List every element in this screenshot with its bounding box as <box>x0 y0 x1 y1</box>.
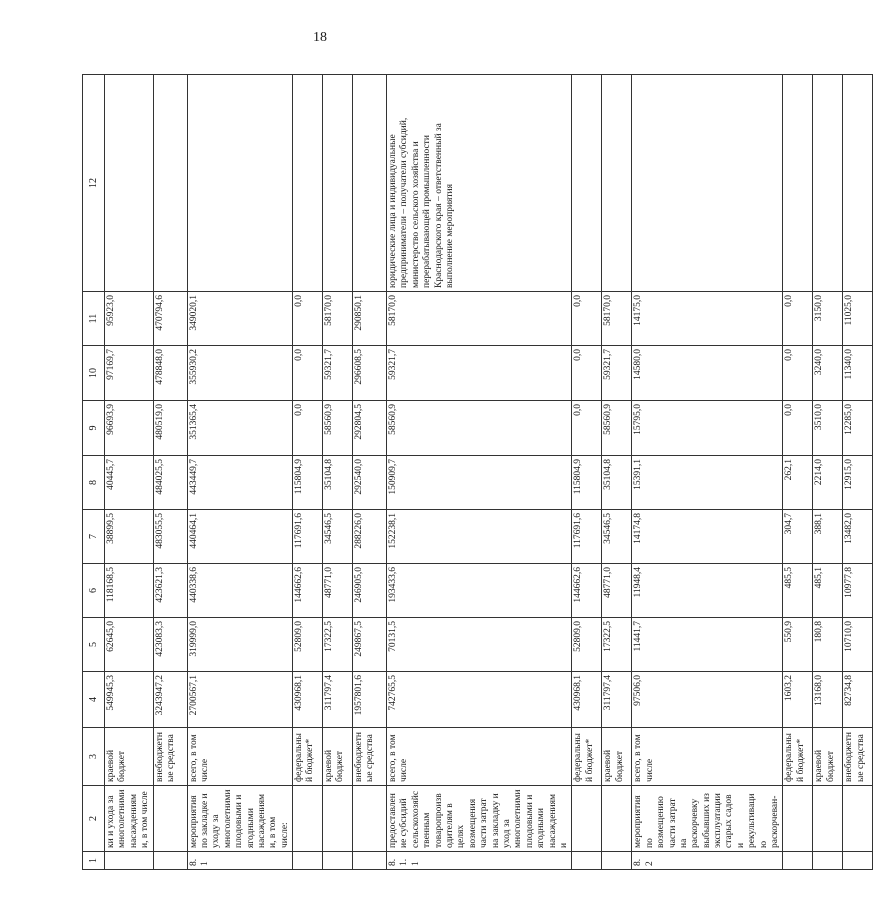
value-cell: 115804,9 <box>572 456 602 510</box>
value-cell: 13168,0 <box>813 672 843 728</box>
measure-name-cell: ки и ухода за многолетними насаждениями, в том числе <box>105 786 154 852</box>
measure-name-cell: предоставление субсидий сельскохозяйственным товаропроизводителям в целях возмещения части затрат на закладку и уход за многолетними плодовыми и ягодными насаждениями <box>387 786 572 852</box>
value-cell: 440338,6 <box>187 564 293 618</box>
measure-name-cell <box>353 786 387 852</box>
row-number-cell <box>813 852 843 870</box>
value-cell: 0,0 <box>572 401 602 456</box>
value-cell: 2214,0 <box>813 456 843 510</box>
value-cell: 70131,5 <box>387 618 572 672</box>
responsible-cell <box>187 75 293 292</box>
header-cell: 7 <box>83 510 105 564</box>
funding-source-cell: краевой бюджет <box>813 728 843 786</box>
value-cell: 48771,0 <box>602 564 632 618</box>
value-cell: 485,1 <box>813 564 843 618</box>
header-cell: 5 <box>83 618 105 672</box>
value-cell: 2700567,1 <box>187 672 293 728</box>
value-cell: 58560,9 <box>602 401 632 456</box>
responsible-cell <box>813 75 843 292</box>
value-cell: 550,9 <box>783 618 813 672</box>
value-cell: 443449,7 <box>187 456 293 510</box>
value-cell: 0,0 <box>293 292 323 346</box>
value-cell: 311797,4 <box>323 672 353 728</box>
funding-source-cell: внебюджетные средства <box>353 728 387 786</box>
responsible-cell <box>843 75 873 292</box>
header-row <box>83 75 105 870</box>
value-cell: 10977,8 <box>843 564 873 618</box>
value-cell: 430968,1 <box>293 672 323 728</box>
value-cell: 480519,0 <box>153 401 187 456</box>
value-cell: 0,0 <box>572 346 602 401</box>
value-cell: 288226,0 <box>353 510 387 564</box>
value-cell: 246905,0 <box>353 564 387 618</box>
value-cell: 58560,9 <box>387 401 572 456</box>
value-cell: 0,0 <box>293 401 323 456</box>
funding-source-cell: краевой бюджет <box>105 728 154 786</box>
value-cell: 96693,9 <box>105 401 154 456</box>
value-cell: 3243947,2 <box>153 672 187 728</box>
value-cell: 97506,0 <box>632 672 783 728</box>
value-cell: 12285,0 <box>843 401 873 456</box>
table-row <box>843 75 873 870</box>
value-cell: 484025,5 <box>153 456 187 510</box>
funding-source-cell: краевой бюджет <box>323 728 353 786</box>
value-cell: 118168,5 <box>105 564 154 618</box>
value-cell: 11948,4 <box>632 564 783 618</box>
row-number-cell <box>153 852 187 870</box>
value-cell: 15795,0 <box>632 401 783 456</box>
responsible-cell <box>602 75 632 292</box>
row-number-cell <box>602 852 632 870</box>
value-cell: 483055,5 <box>153 510 187 564</box>
funding-source-cell: внебюджетные средства <box>843 728 873 786</box>
value-cell: 34546,5 <box>323 510 353 564</box>
header-cell: 10 <box>83 346 105 401</box>
row-number-cell <box>323 852 353 870</box>
row-number-cell <box>572 852 602 870</box>
value-cell: 0,0 <box>783 401 813 456</box>
value-cell: 58170,0 <box>387 292 572 346</box>
value-cell: 249867,5 <box>353 618 387 672</box>
value-cell: 11340,0 <box>843 346 873 401</box>
table-row <box>153 75 187 870</box>
value-cell: 14580,0 <box>632 346 783 401</box>
value-cell: 3150,0 <box>813 292 843 346</box>
value-cell: 430968,1 <box>572 672 602 728</box>
value-cell: 13482,0 <box>843 510 873 564</box>
value-cell: 296608,5 <box>353 346 387 401</box>
header-cell: 2 <box>83 786 105 852</box>
value-cell: 11025,0 <box>843 292 873 346</box>
value-cell: 349020,1 <box>187 292 293 346</box>
table-row <box>187 75 293 870</box>
value-cell: 0,0 <box>783 346 813 401</box>
funding-source-cell: федеральный бюджет* <box>293 728 323 786</box>
table-row <box>387 75 572 870</box>
table-row <box>602 75 632 870</box>
measure-name-cell <box>783 786 813 852</box>
value-cell: 35104,8 <box>602 456 632 510</box>
value-cell: 58170,0 <box>323 292 353 346</box>
row-number-cell: 8.1 <box>187 852 293 870</box>
value-cell: 290850,1 <box>353 292 387 346</box>
value-cell: 180,8 <box>813 618 843 672</box>
table-row <box>353 75 387 870</box>
row-number-cell <box>783 852 813 870</box>
value-cell: 97169,7 <box>105 346 154 401</box>
value-cell: 388,1 <box>813 510 843 564</box>
value-cell: 17322,5 <box>602 618 632 672</box>
measure-name-cell <box>602 786 632 852</box>
responsible-cell <box>105 75 154 292</box>
table-row <box>293 75 323 870</box>
value-cell: 59321,7 <box>387 346 572 401</box>
value-cell: 742765,5 <box>387 672 572 728</box>
value-cell: 14175,0 <box>632 292 783 346</box>
value-cell: 292540,0 <box>353 456 387 510</box>
value-cell: 62645,0 <box>105 618 154 672</box>
value-cell: 152238,1 <box>387 510 572 564</box>
value-cell: 48771,0 <box>323 564 353 618</box>
funding-source-cell: краевой бюджет <box>602 728 632 786</box>
header-cell: 8 <box>83 456 105 510</box>
value-cell: 1957801,6 <box>353 672 387 728</box>
value-cell: 59321,7 <box>602 346 632 401</box>
value-cell: 11441,7 <box>632 618 783 672</box>
value-cell: 3240,0 <box>813 346 843 401</box>
responsible-cell <box>323 75 353 292</box>
value-cell: 0,0 <box>783 292 813 346</box>
value-cell: 423621,3 <box>153 564 187 618</box>
value-cell: 117691,6 <box>572 510 602 564</box>
responsible-cell <box>783 75 813 292</box>
header-cell: 6 <box>83 564 105 618</box>
value-cell: 14174,8 <box>632 510 783 564</box>
responsible-cell <box>293 75 323 292</box>
value-cell: 0,0 <box>293 346 323 401</box>
value-cell: 292804,5 <box>353 401 387 456</box>
value-cell: 304,7 <box>783 510 813 564</box>
value-cell: 423083,3 <box>153 618 187 672</box>
header-cell: 9 <box>83 401 105 456</box>
value-cell: 144662,6 <box>293 564 323 618</box>
value-cell: 470794,6 <box>153 292 187 346</box>
value-cell: 58560,9 <box>323 401 353 456</box>
value-cell: 58170,0 <box>602 292 632 346</box>
row-number-cell <box>293 852 323 870</box>
responsible-cell <box>153 75 187 292</box>
funding-source-cell: федеральный бюджет* <box>572 728 602 786</box>
measure-name-cell <box>323 786 353 852</box>
value-cell: 52809,0 <box>572 618 602 672</box>
value-cell: 38899,5 <box>105 510 154 564</box>
measure-name-cell <box>572 786 602 852</box>
funding-source-cell: всего, в том числе <box>632 728 783 786</box>
measure-name-cell: мероприятия по возмещению части затрат на раскорчевку выбывших из эксплуатации старых садов и рекультивацию раскорчеван- <box>632 786 783 852</box>
value-cell: 115804,9 <box>293 456 323 510</box>
value-cell: 351365,4 <box>187 401 293 456</box>
value-cell: 34546,5 <box>602 510 632 564</box>
value-cell: 117691,6 <box>293 510 323 564</box>
value-cell: 3510,0 <box>813 401 843 456</box>
value-cell: 440464,1 <box>187 510 293 564</box>
value-cell: 0,0 <box>572 292 602 346</box>
header-cell: 1 <box>83 852 105 870</box>
row-number-cell <box>105 852 154 870</box>
table-row <box>813 75 843 870</box>
header-cell: 3 <box>83 728 105 786</box>
value-cell: 478848,0 <box>153 346 187 401</box>
responsible-cell <box>572 75 602 292</box>
value-cell: 82734,8 <box>843 672 873 728</box>
value-cell: 59321,7 <box>323 346 353 401</box>
funding-source-cell: всего, в том числе <box>387 728 572 786</box>
funding-source-cell: внебюджетные средства <box>153 728 187 786</box>
value-cell: 485,5 <box>783 564 813 618</box>
value-cell: 1603,2 <box>783 672 813 728</box>
value-cell: 150909,7 <box>387 456 572 510</box>
value-cell: 35104,8 <box>323 456 353 510</box>
value-cell: 40445,7 <box>105 456 154 510</box>
value-cell: 12915,0 <box>843 456 873 510</box>
row-number-cell <box>353 852 387 870</box>
value-cell: 311797,4 <box>602 672 632 728</box>
value-cell: 144662,6 <box>572 564 602 618</box>
responsible-cell <box>632 75 783 292</box>
row-number-cell: 8.2 <box>632 852 783 870</box>
header-cell: 11 <box>83 292 105 346</box>
value-cell: 355930,2 <box>187 346 293 401</box>
value-cell: 549945,3 <box>105 672 154 728</box>
header-cell: 4 <box>83 672 105 728</box>
responsible-cell <box>353 75 387 292</box>
table-row <box>572 75 602 870</box>
value-cell: 17322,5 <box>323 618 353 672</box>
measure-name-cell <box>813 786 843 852</box>
value-cell: 193433,6 <box>387 564 572 618</box>
responsible-cell: юридические лица и индивидуальные предприниматели – получатели субсидий, министерство сельского хозяйства и перерабатывающей промышленности Краснодарского края – ответственный за выполнение мероприятия <box>387 75 572 292</box>
header-cell: 12 <box>83 75 105 292</box>
funding-source-cell: федеральный бюджет* <box>783 728 813 786</box>
measure-name-cell <box>293 786 323 852</box>
rotated-table-container <box>82 75 866 870</box>
table-row <box>323 75 353 870</box>
row-number-cell: 8.1.1 <box>387 852 572 870</box>
measure-name-cell <box>153 786 187 852</box>
funding-source-cell: всего, в том числе <box>187 728 293 786</box>
table-row <box>105 75 154 870</box>
measure-name-cell <box>843 786 873 852</box>
page-number: 18 <box>313 30 327 45</box>
value-cell: 319999,0 <box>187 618 293 672</box>
value-cell: 95923,0 <box>105 292 154 346</box>
row-number-cell <box>843 852 873 870</box>
measure-name-cell: мероприятия по закладке и уходу за многолетними плодовыми и ягодными насаждениями, в том числе: <box>187 786 293 852</box>
budget-table <box>82 74 873 870</box>
value-cell: 15391,1 <box>632 456 783 510</box>
table-row <box>632 75 783 870</box>
value-cell: 10710,0 <box>843 618 873 672</box>
table-row <box>783 75 813 870</box>
value-cell: 52809,0 <box>293 618 323 672</box>
value-cell: 262,1 <box>783 456 813 510</box>
